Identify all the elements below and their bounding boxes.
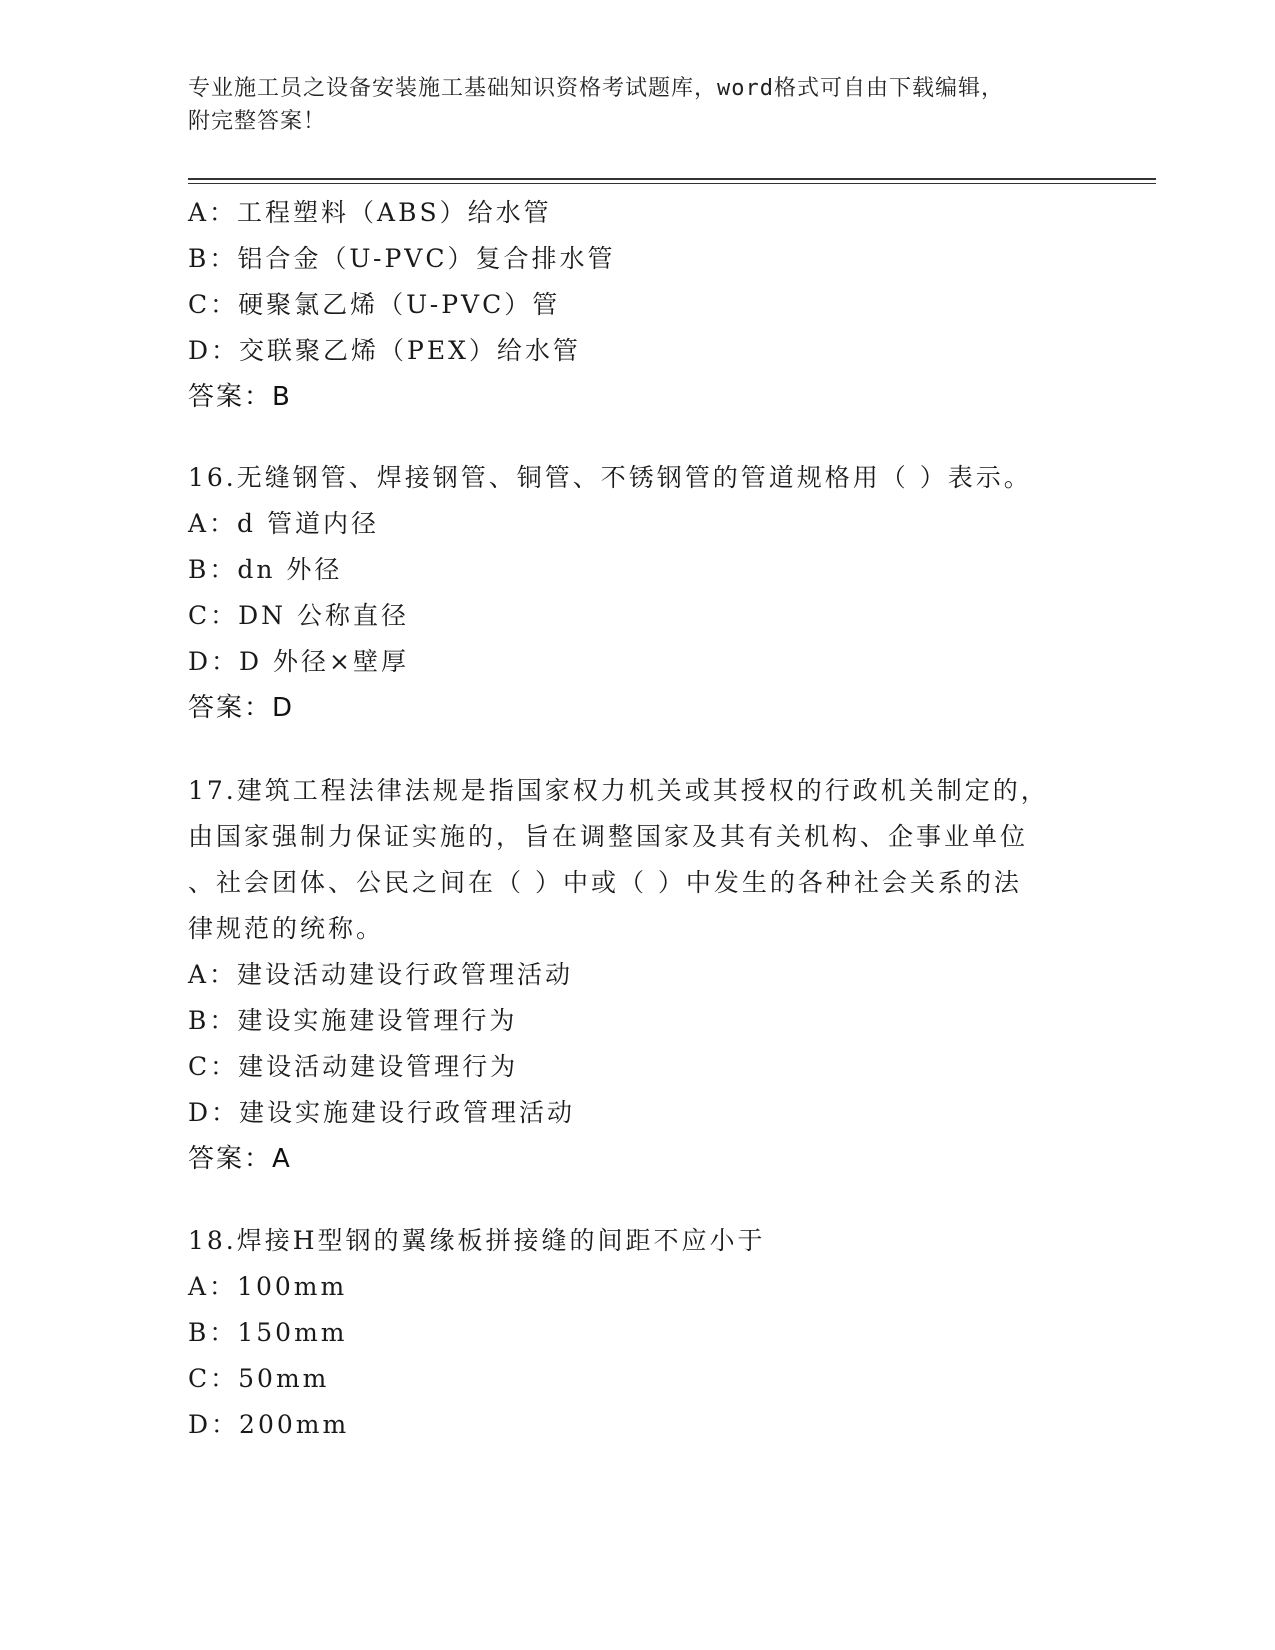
option-b: B：150mm bbox=[188, 1318, 348, 1347]
option-d: D：200mm bbox=[188, 1410, 350, 1439]
question-text bbox=[188, 1218, 1088, 1264]
question-line: 17.建筑工程法律法规是指国家权力机关或其授权的行政机关制定的， bbox=[188, 776, 1049, 805]
question-line: 由国家强制力保证实施的，旨在调整国家及其有关机构、企事业单位 bbox=[188, 822, 1029, 851]
option-c: C：DN 公称直径 bbox=[188, 601, 409, 630]
question-text bbox=[188, 455, 1088, 501]
answer-label: 答案：B bbox=[188, 382, 292, 412]
question-line: 、社会团体、公民之间在（ ）中或（ ）中发生的各种社会关系的法 bbox=[188, 868, 1022, 897]
question-17 bbox=[188, 768, 1088, 1182]
header-line-1: 专业施工员之设备安装施工基础知识资格考试题库，word格式可自由下载编辑， bbox=[188, 76, 1004, 101]
option-c: C：50mm bbox=[188, 1364, 330, 1393]
option-c: C：建设活动建设管理行为 bbox=[188, 1052, 519, 1081]
question-line: 18.焊接H型钢的翼缘板拼接缝的间距不应小于 bbox=[188, 1226, 766, 1255]
option-d: D：交联聚乙烯（PEX）给水管 bbox=[188, 336, 581, 365]
option-d: D：D 外径×壁厚 bbox=[188, 647, 409, 676]
option-b: B：建设实施建设管理行为 bbox=[188, 1006, 518, 1035]
header-rule-thick bbox=[188, 178, 1156, 180]
question-16 bbox=[188, 455, 1088, 731]
option-a: A：工程塑料（ABS）给水管 bbox=[188, 198, 552, 227]
option-a: A：建设活动建设行政管理活动 bbox=[188, 960, 574, 989]
question-line: 律规范的统称。 bbox=[188, 914, 385, 943]
option-d: D：建设实施建设行政管理活动 bbox=[188, 1098, 576, 1127]
question-line: 16.无缝钢管、焊接钢管、铜管、不锈钢管的管道规格用（ ）表示。 bbox=[188, 463, 1032, 492]
document-header bbox=[188, 72, 1068, 138]
question-15-continued bbox=[188, 190, 1088, 420]
header-line-2: 附完整答案！ bbox=[188, 109, 327, 134]
question-text bbox=[188, 768, 1088, 952]
option-c: C：硬聚氯乙烯（U-PVC）管 bbox=[188, 290, 561, 319]
option-b: B：dn 外径 bbox=[188, 555, 343, 584]
option-a: A：100mm bbox=[188, 1272, 348, 1301]
answer-label: 答案：D bbox=[188, 693, 295, 723]
option-b: B：铝合金（U-PVC）复合排水管 bbox=[188, 244, 616, 273]
question-18 bbox=[188, 1218, 1088, 1448]
answer-label: 答案：A bbox=[188, 1144, 292, 1174]
header-rule-thin bbox=[188, 183, 1156, 184]
option-a: A：d 管道内径 bbox=[188, 509, 380, 538]
